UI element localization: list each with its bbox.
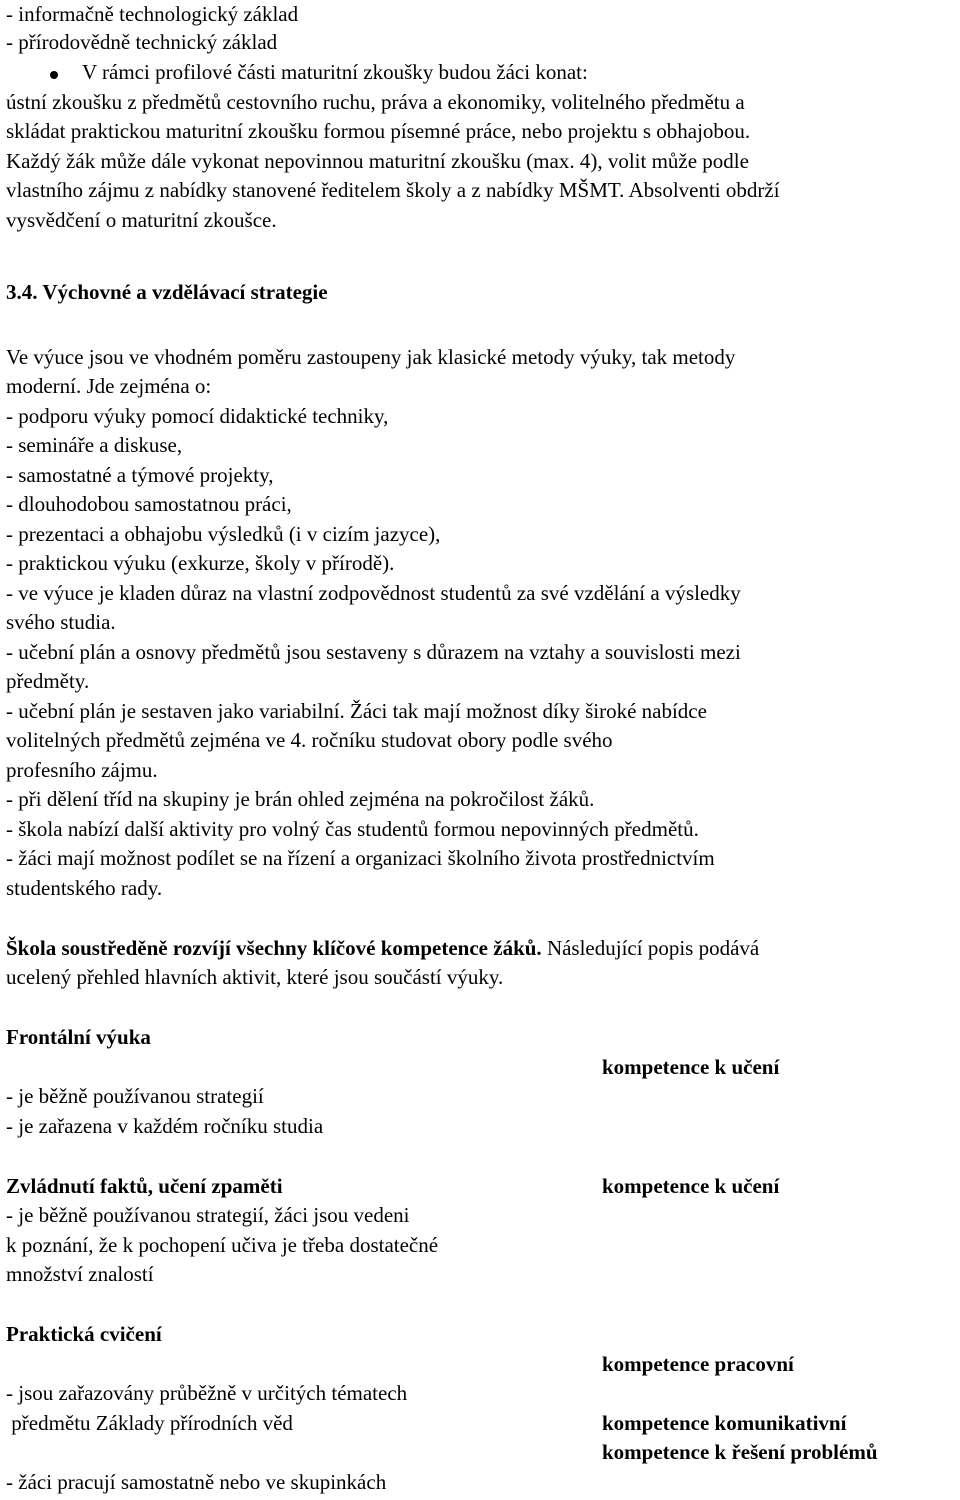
list-item: - žáci pracují samostatně nebo ve skupinkách <box>6 1470 387 1494</box>
competence-intro <box>6 934 759 964</box>
list-item: - škola nabízí další aktivity pro volný čas studentů formou nepovinných předmětů. <box>6 817 699 841</box>
list-item: - je běžně používanou strategií, žáci jsou vedeni <box>6 1203 410 1227</box>
list-item: - učební plán a osnovy předmětů jsou sestaveny s důrazem na vztahy a souvislosti mezi <box>6 640 741 664</box>
paragraph-line: moderní. Jde zejména o: <box>6 374 212 398</box>
paragraph-line: Ve výuce jsou ve vhodném poměru zastoupeny jak klasické metody výuky, tak metody <box>6 345 736 369</box>
paragraph-line: množství znalostí <box>6 1262 154 1286</box>
paragraph-line: vysvědčení o maturitní zkoušce. <box>6 208 277 232</box>
list-item: - je běžně používanou strategií <box>6 1084 264 1108</box>
practical-heading: Praktická cvičení <box>6 1322 162 1346</box>
paragraph-line: skládat praktickou maturitní zkoušku formou písemné práce, nebo projektu s obhajobou. <box>6 119 751 143</box>
list-item: - praktickou výuku (exkurze, školy v přírodě). <box>6 551 395 575</box>
paragraph-line: k poznání, že k pochopení učiva je třeba dostatečné <box>6 1233 439 1257</box>
facts-heading: Zvládnutí faktů, učení zpaměti <box>6 1174 283 1198</box>
list-item: - informačně technologický základ <box>6 2 299 26</box>
list-item: - je zařazena v každém ročníku studia <box>6 1114 324 1138</box>
bullet-text: V rámci profilové části maturitní zkoušky budou žáci konat: <box>82 60 588 84</box>
paragraph-line: Každý žák může dále vykonat nepovinnou maturitní zkoušku (max. 4), volit může podle <box>6 149 749 173</box>
list-item: - při dělení tříd na skupiny je brán ohled zejména na pokročilost žáků. <box>6 787 595 811</box>
paragraph-line: profesního zájmu. <box>6 758 158 782</box>
frontal-competence: kompetence k učení <box>602 1055 780 1079</box>
paragraph-line: předměty. <box>6 669 90 693</box>
list-item: - jsou zařazovány průběžně v určitých tématech <box>6 1381 408 1405</box>
list-item: - samostatné a týmové projekty, <box>6 463 274 487</box>
frontal-heading: Frontální výuka <box>6 1025 151 1049</box>
paragraph-line: předmětu Základy přírodních věd <box>6 1411 293 1435</box>
competence-intro-rest: Následující popis podává <box>541 936 760 960</box>
list-item: - žáci mají možnost podílet se na řízení a organizaci školního života prostřednictvím <box>6 846 715 870</box>
paragraph-line: vlastního zájmu z nabídky stanovené ředitelem školy a z nabídky MŠMT. Absolventi obdrží <box>6 178 780 202</box>
section-heading: 3.4. Výchovné a vzdělávací strategie <box>6 280 328 304</box>
practical-competence-problem-solving: kompetence k řešení problémů <box>602 1440 878 1464</box>
paragraph-line: ucelený přehled hlavních aktivit, které jsou součástí výuky. <box>6 965 504 989</box>
list-item: - dlouhodobou samostatnou práci, <box>6 492 292 516</box>
practical-competence-work: kompetence pracovní <box>602 1352 794 1376</box>
practical-competence-communication: kompetence komunikativní <box>602 1411 847 1435</box>
list-item: - prezentaci a obhajobu výsledků (i v cizím jazyce), <box>6 522 441 546</box>
paragraph-line: svého studia. <box>6 610 116 634</box>
list-item: - semináře a diskuse, <box>6 433 183 457</box>
list-item: - přírodovědně technický základ <box>6 30 278 54</box>
list-item: - učební plán je sestaven jako variabilní. Žáci tak mají možnost díky široké nabídce <box>6 699 707 723</box>
paragraph-line: ústní zkoušku z předmětů cestovního ruchu, práva a ekonomiky, volitelného předmětu a <box>6 90 745 114</box>
paragraph-line: studentského rady. <box>6 876 163 900</box>
bullet-icon <box>50 71 58 79</box>
list-item: - podporu výuky pomocí didaktické techniky, <box>6 404 389 428</box>
facts-competence: kompetence k učení <box>602 1174 780 1198</box>
list-item: - ve výuce je kladen důraz na vlastní zodpovědnost studentů za své vzdělání a výsledky <box>6 581 741 605</box>
paragraph-line: volitelných předmětů zejména ve 4. ročníku studovat obory podle svého <box>6 728 613 752</box>
competence-intro-bold: Škola soustředěně rozvíjí všechny klíčové kompetence žáků. <box>6 936 542 960</box>
